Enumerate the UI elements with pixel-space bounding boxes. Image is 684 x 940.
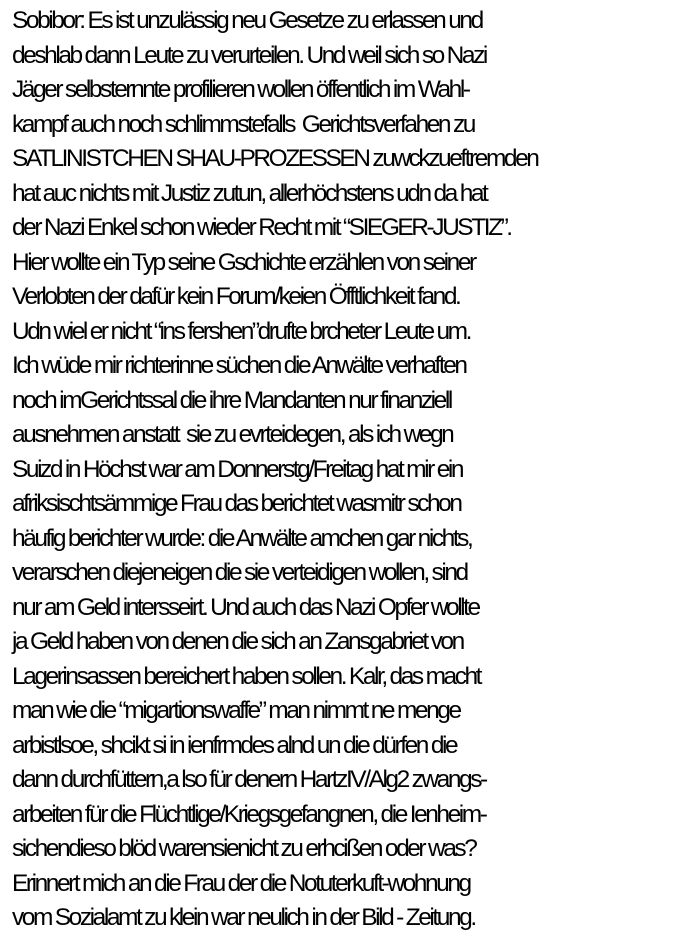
text-line: nur am Geld intersseirt. Und auch das Nazi Opfer wollte — [12, 593, 479, 621]
text-line: häufig berichter wurde: die Anwälte amchen gar nichts, — [12, 524, 472, 552]
text-line: Udn wiel er nicht “ins fershen”drufte brcheter Leute um. — [12, 317, 470, 345]
text-line: arbeiten für die Flüchtlige/Kriegsgefangnen, die Ienheim- — [12, 800, 486, 828]
text-line: hat auc nichts mit Justiz zutun, allerhöchstens udn da hat — [12, 179, 487, 207]
text-line: man wie die “migartionswaffe” man nimmt ne menge — [12, 697, 460, 724]
text-line: Sobibor: Es ist unzulässig neu Gesetze zu erlassen und — [12, 7, 482, 34]
text-line: Ich wüde mir richterinne süchen die Anwälte verhaften — [12, 352, 466, 379]
text-line: vom Sozialamt zu klein war neulich in der Bild - Zeitung. — [12, 904, 475, 931]
text-line: ausnehmen anstatt sie zu evrteidegen, als ich wegn — [12, 421, 453, 448]
text-line: dann durchfüttern,a lso für denern HartzIV/Alg2 zwangs- — [12, 766, 486, 793]
text-line: Jäger selbsternnte profilieren wollen öffentlich im Wahl- — [12, 76, 469, 103]
text-line: ja Geld haben von denen die sich an Zansgabriet von — [12, 628, 463, 655]
text-line: afriksischtsämmige Frau das berichtet wasmitr schon — [12, 490, 461, 517]
text-line: Hier wollte ein Typ seine Gschichte erzählen von seiner — [12, 248, 475, 276]
text-line: Erinnert mich an die Frau der die Notuterkuft-wohnung — [12, 869, 470, 897]
text-line: sichendieso blöd warensienicht zu erhcißen oder was? — [12, 835, 476, 862]
text-line: der Nazi Enkel schon wieder Recht mit “SIEGER-JUSTIZ”. — [12, 214, 511, 241]
text-line: arbistlsoe, shcikt si in ienfrmdes alnd un die dürfen die — [12, 731, 457, 759]
text-line: deshlab dann Leute zu verurteilen. Und weil sich so Nazi — [12, 41, 486, 69]
text-line: noch imGerichtssal die ihre Mandanten nur finanziell — [12, 386, 451, 414]
text-line: verarschen diejeneigen die sie verteidigen wollen, sind — [12, 559, 467, 586]
text-line: Lagerinsassen bereichert haben sollen. Kalr, das macht — [12, 662, 481, 690]
text-line: Verlobten der dafür kein Forum/keien Öfftlichkeit fand. — [12, 283, 460, 310]
text-line: kampf auch noch schlimmstefalls Gerichtsverfahen zu — [12, 110, 474, 138]
text-line: SATLINISTCHEN SHAU-PROZESSEN zuwckzueftremden — [12, 145, 538, 172]
text-line: Suizd in Höchst war am Donnerstg/Freitag hat mir ein — [12, 455, 463, 483]
